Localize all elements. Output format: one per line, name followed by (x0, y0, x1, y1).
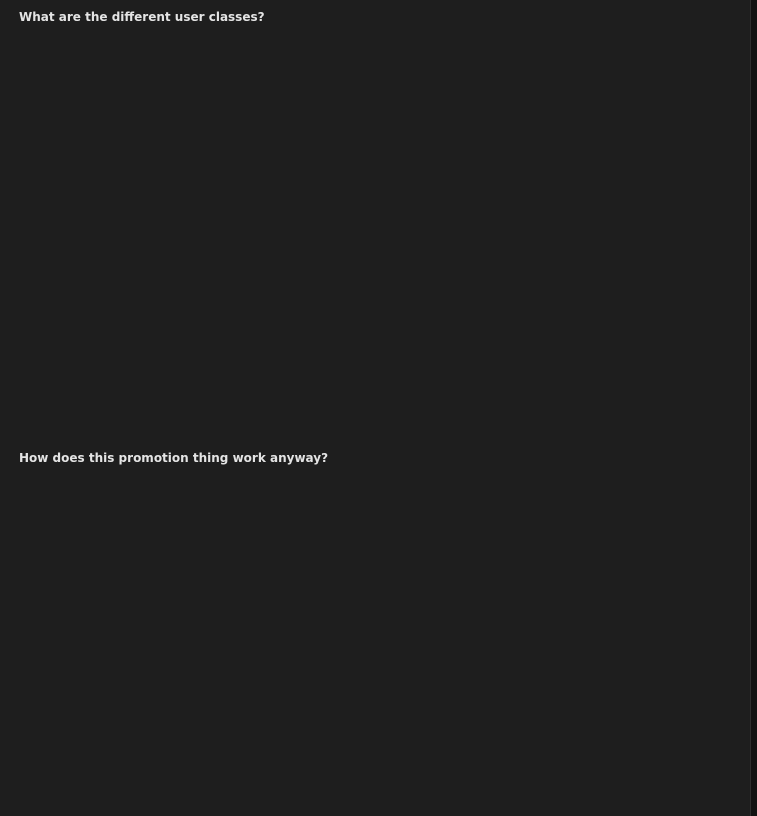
section-title-user-classes: What are the different user classes? (19, 10, 265, 24)
page-scrollbar-edge (750, 0, 757, 816)
section-title-promotion: How does this promotion thing work anyway? (19, 451, 329, 465)
